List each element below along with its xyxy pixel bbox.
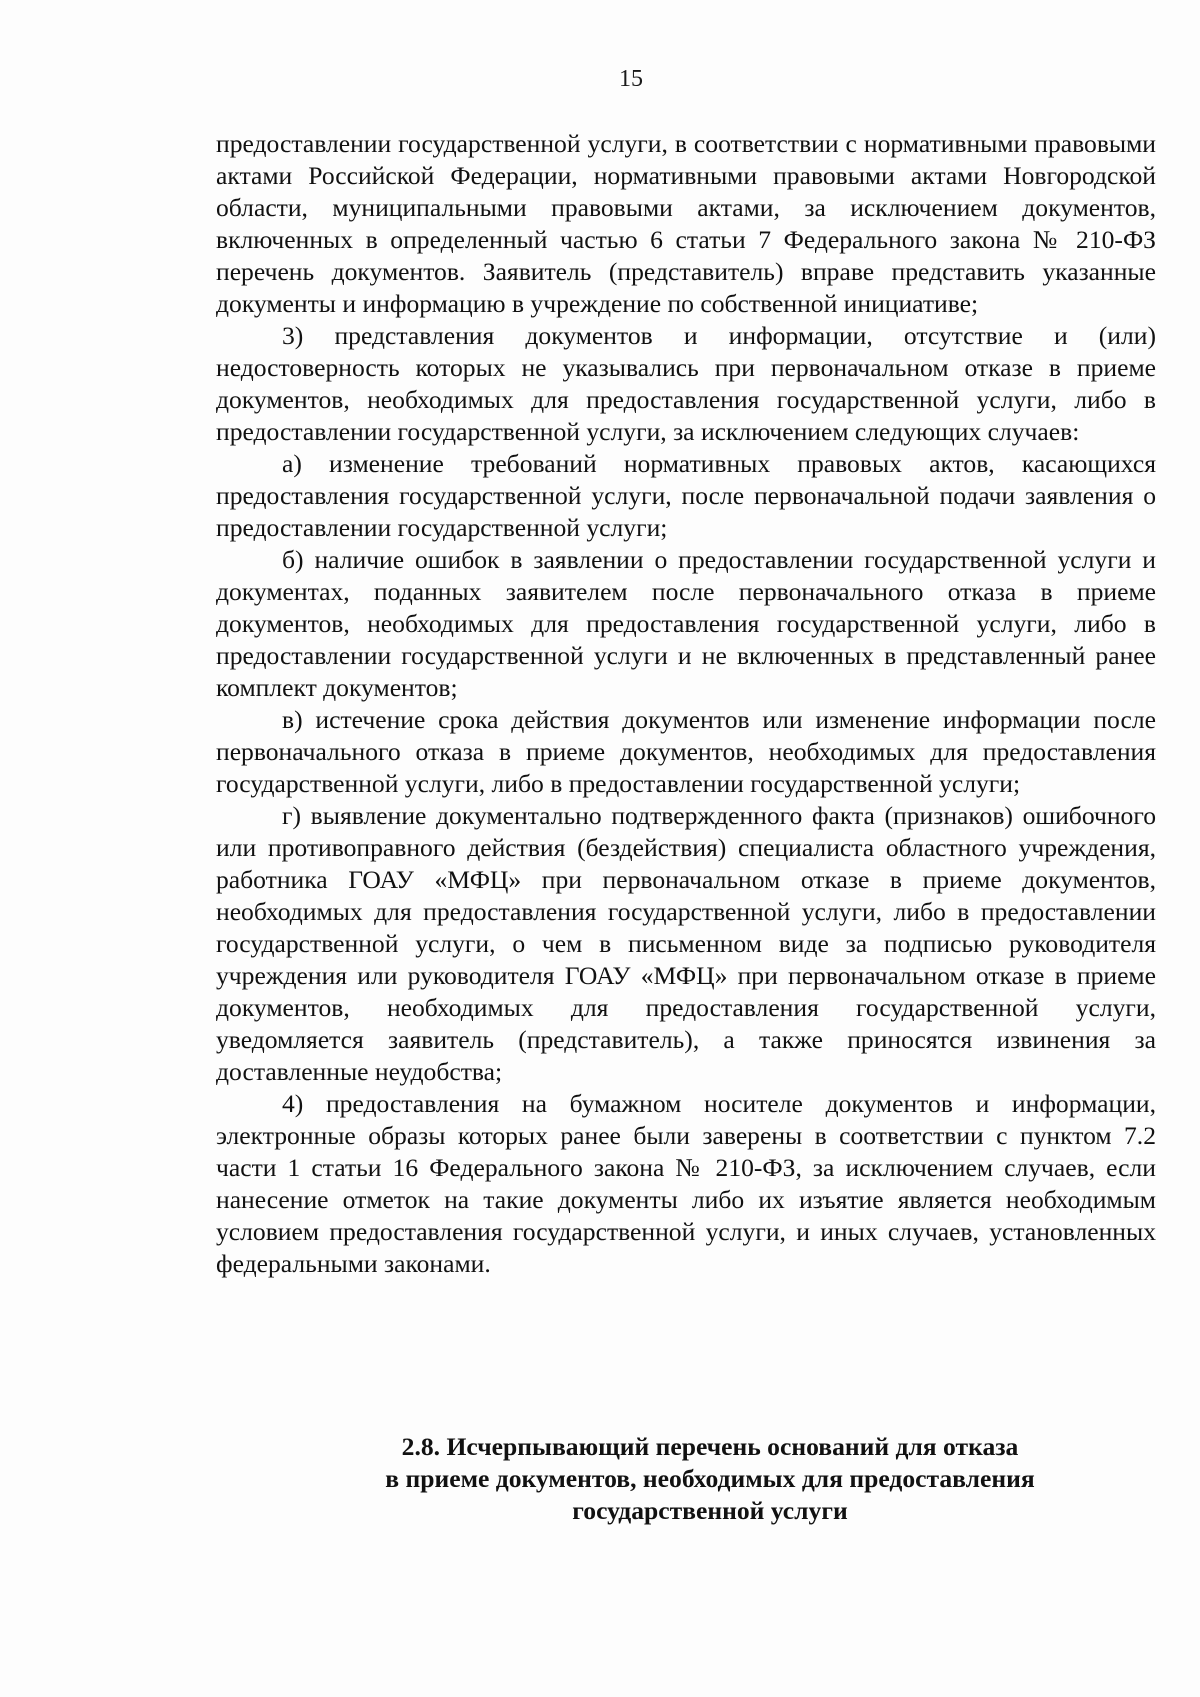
section-heading-line-3: государственной услуги: [572, 1496, 848, 1525]
section-heading-line-1: 2.8. Исчерпывающий перечень оснований для отказа: [401, 1432, 1019, 1461]
section-heading: [340, 1431, 1080, 1527]
paragraph-item-a: а) изменение требований нормативных правовых актов, касающихся предоставления государственной услуги, после первоначальной подачи заявления о предоставлении государственной услуги;: [216, 449, 1156, 542]
paragraph-item-v: в) истечение срока действия документов или изменение информации после первоначального отказа в приеме документов, необходимых для предоставления государственной услуги, либо в предоставлении государственной услуги;: [216, 705, 1156, 798]
page-number: 15: [619, 66, 643, 92]
paragraph-item-4: 4) предоставления на бумажном носителе документов и информации, электронные образы которых ранее были заверены в соответствии с пунктом 7.2 части 1 статьи 16 Федерального закона № 210-ФЗ, за исключением случаев, если нанесение отметок на такие документы либо их изъятие является необходимым условием предоставления государственной услуги, и иных случаев, установленных федеральными законами.: [216, 1089, 1156, 1278]
paragraph-item-3: 3) представления документов и информации, отсутствие и (или) недостоверность которых не указывались при первоначальном отказе в приеме документов, необходимых для предоставления государственной услуги, либо в предоставлении государственной услуги, за исключением следующих случаев:: [216, 321, 1156, 446]
section-heading-line-2: в приеме документов, необходимых для предоставления: [385, 1464, 1035, 1493]
paragraph-continuation: предоставлении государственной услуги, в соответствии с нормативными правовыми актами Российской Федерации, нормативными правовыми актами Новгородской области, муниципальными правовыми актами, за исключением документов, включенных в определенный частью 6 статьи 7 Федерального закона № 210-ФЗ перечень документов. Заявитель (представитель) вправе представить указанные документы и информацию в учреждение по собственной инициативе;: [216, 129, 1156, 318]
paragraph-item-b: б) наличие ошибок в заявлении о предоставлении государственной услуги и документах, поданных заявителем после первоначального отказа в приеме документов, необходимых для предоставления государственной услуги, либо в предоставлении государственной услуги и не включенных в представленный ранее комплект документов;: [216, 545, 1156, 702]
paragraph-item-g: г) выявление документально подтвержденного факта (признаков) ошибочного или противоправного действия (бездействия) специалиста областного учреждения, работника ГОАУ «МФЦ» при первоначальном отказе в приеме документов, необходимых для предоставления государственной услуги, либо в предоставлении государственной услуги, о чем в письменном виде за подписью руководителя учреждения или руководителя ГОАУ «МФЦ» при первоначальном отказе в приеме документов, необходимых для предоставления государственной услуги, уведомляется заявитель (представитель), а также приносятся извинения за доставленные неудобства;: [216, 801, 1156, 1086]
document-body: [216, 128, 1156, 1280]
